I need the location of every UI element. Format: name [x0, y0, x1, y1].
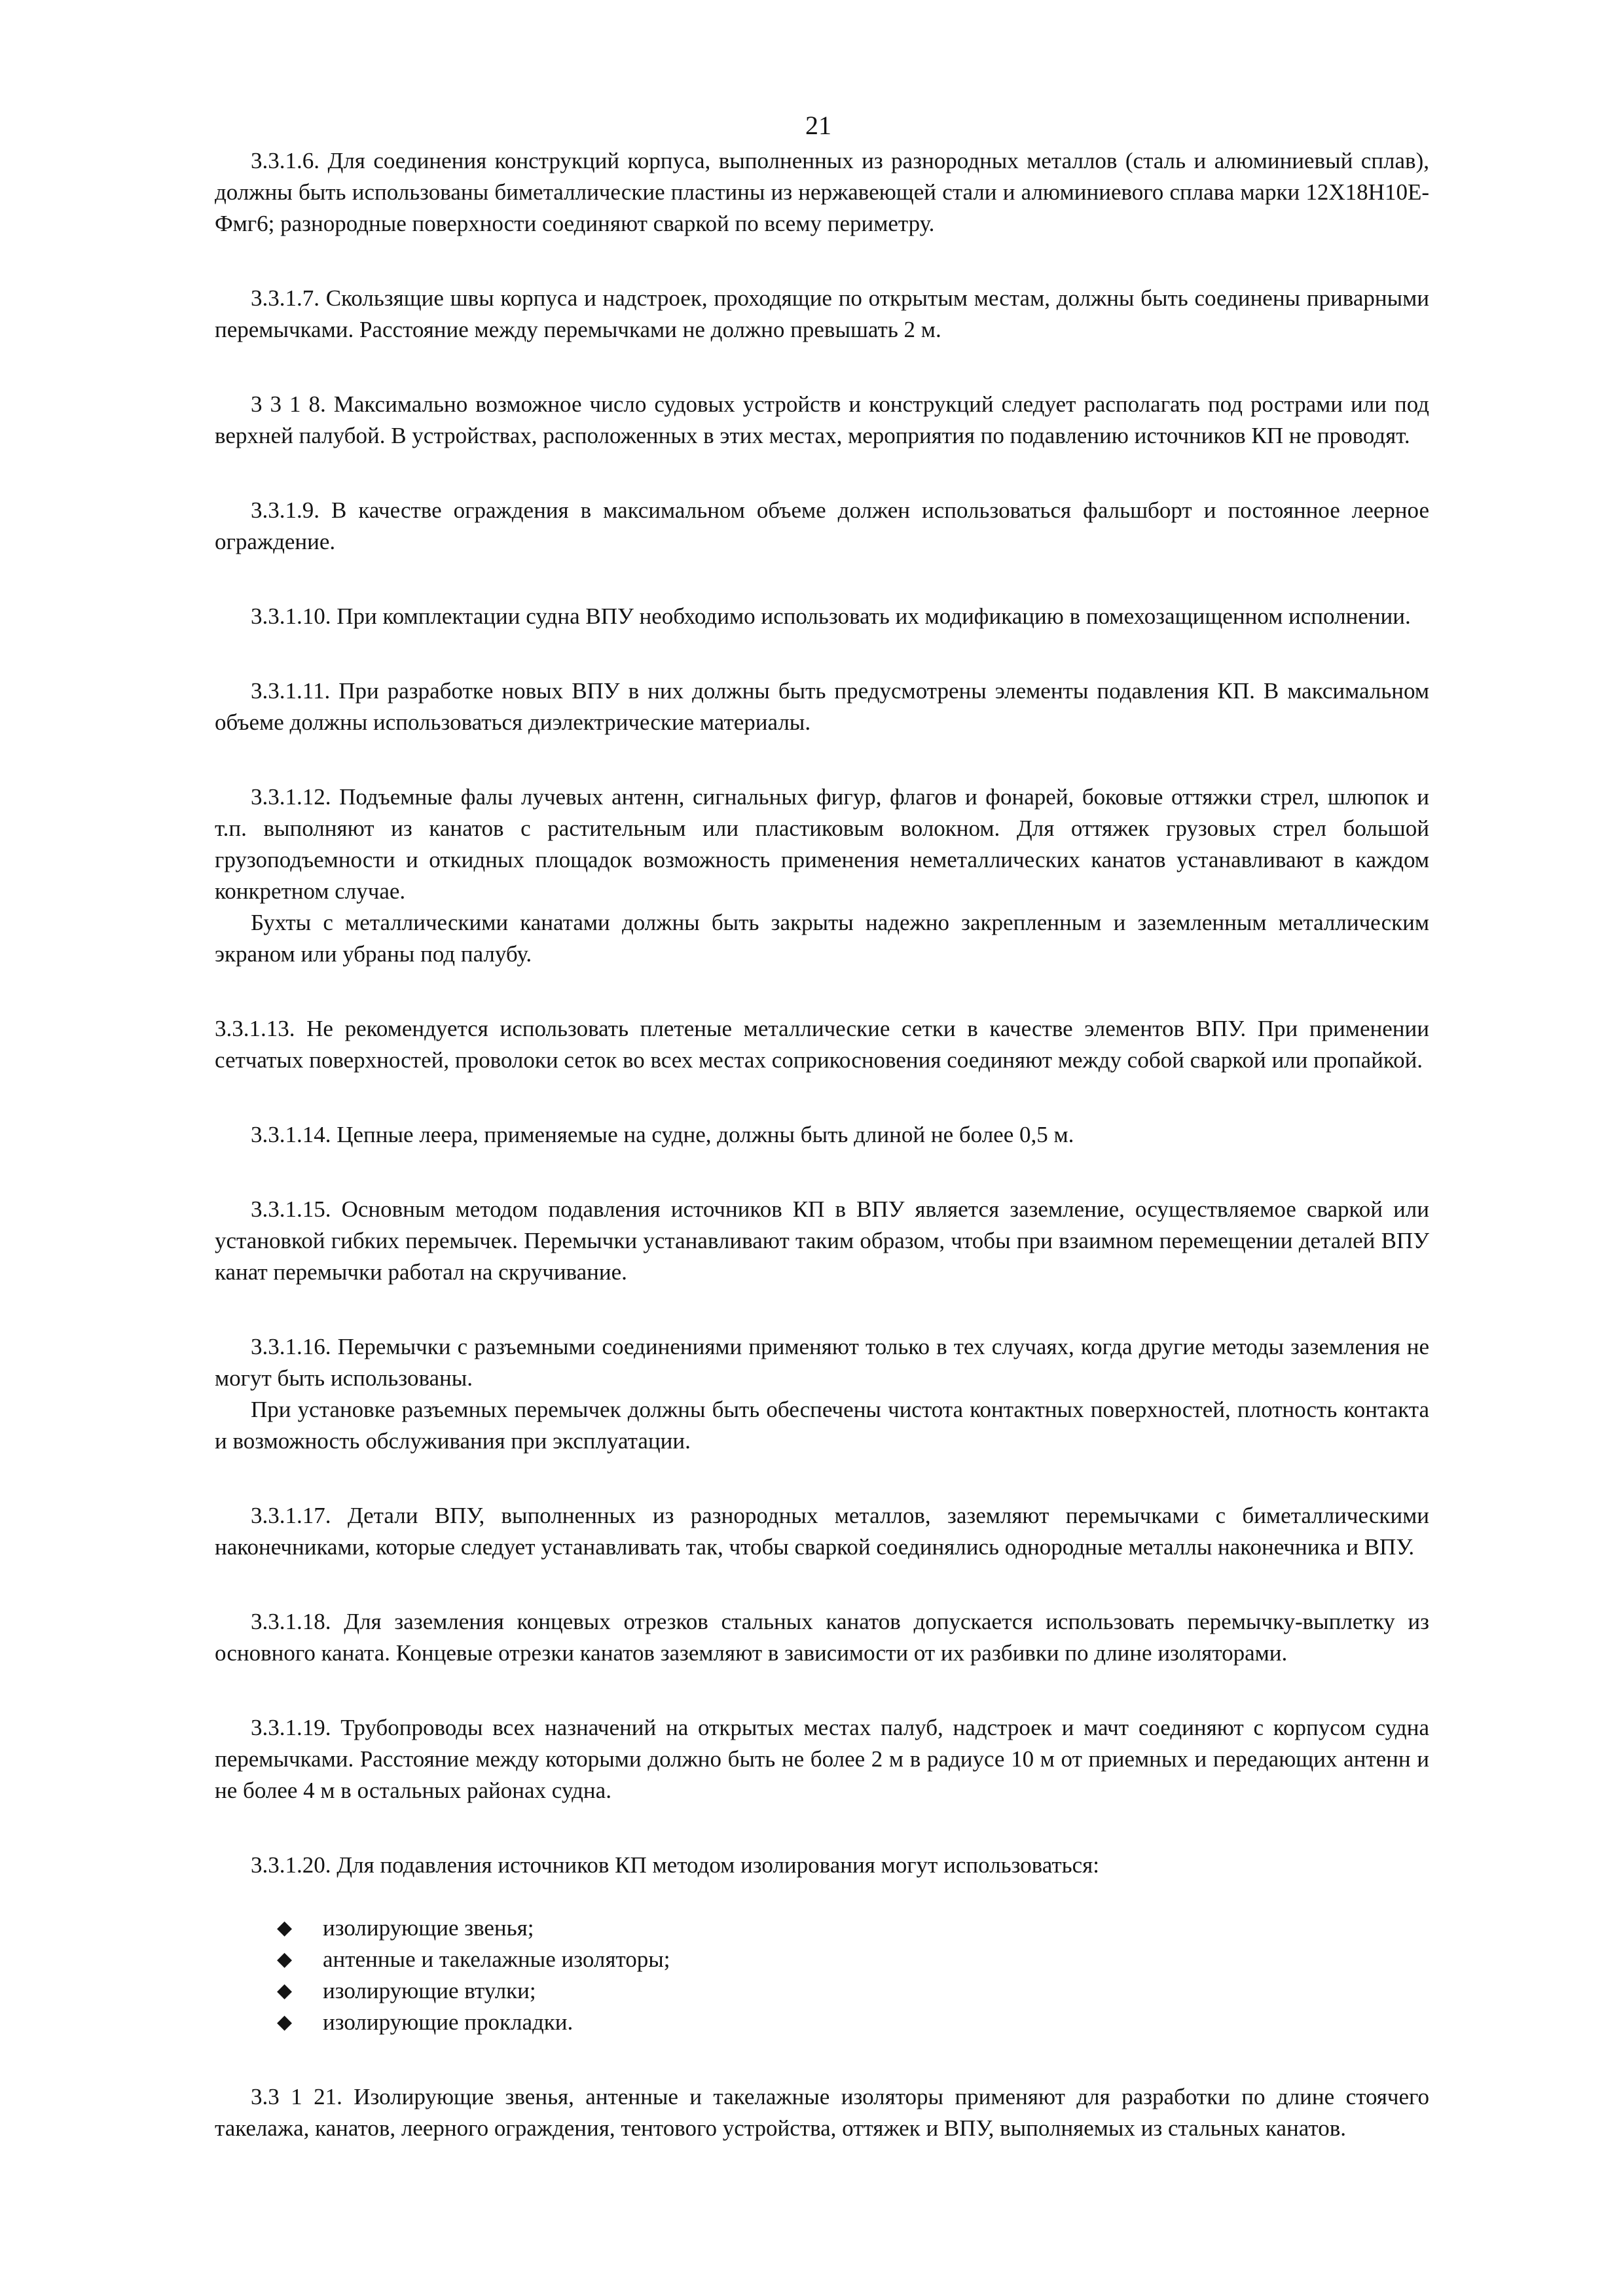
paragraph-3-3-1-14: 3.3.1.14. Цепные леера, применяемые на судне, должны быть длиной не более 0,5 м.: [251, 1122, 1074, 1147]
paragraph-3-3-1-20: 3.3.1.20. Для подавления источников КП методом изолирования могут использоваться:: [251, 1852, 1099, 1878]
insulation-methods-list: [215, 1912, 1429, 2038]
list-item: [277, 1912, 1429, 1944]
paragraph-3-3-1-6: 3.3.1.6. Для соединения конструкций корпуса, выполненных из разнородных металлов (сталь и алюминиевый сплав), должны быть использованы биметаллические пластины из нержавеющей стали и алюминиевого сплава марки 12Х18Н10Е-Фмг6; разнородные поверхности соединяют сваркой по всему периметру.: [215, 148, 1429, 236]
diamond-bullet-icon: ◆: [277, 1979, 293, 2002]
list-item-text: изолирующие втулки;: [323, 1978, 536, 2003]
paragraph-3-3-1-21: 3.3 1 21. Изолирующие звенья, антенные и такелажные изоляторы применяют для разработки по длине стоячего такелажа, канатов, леерного ограждения, тентового устройства, оттяжек и ВПУ, выполняемых из стальных канатов.: [215, 2084, 1429, 2141]
paragraph-3-3-1-9: 3.3.1.9. В качестве ограждения в максимальном объеме должен использоваться фальшборт и постоянное леерное ограждение.: [215, 497, 1429, 554]
diamond-bullet-icon: ◆: [277, 1916, 293, 1939]
list-item: [277, 2007, 1429, 2038]
list-item-text: изолирующие звенья;: [323, 1915, 534, 1941]
paragraph-3-3-1-15: 3.3.1.15. Основным методом подавления источников КП в ВПУ является заземление, осуществляемое сваркой или установкой гибких перемычек. Перемычки устанавливают таким образом, чтобы при взаимном перемещении деталей ВПУ канат перемычки работал на скручивание.: [215, 1196, 1429, 1285]
paragraph-3-3-1-17: 3.3.1.17. Детали ВПУ, выполненных из разнородных металлов, заземляют перемычками с биметаллическими наконечниками, которые следует устанавливать так, чтобы сваркой соединялись однородные металлы наконечника и ВПУ.: [215, 1503, 1429, 1560]
paragraph-3-3-1-16: 3.3.1.16. Перемычки с разъемными соединениями применяют только в тех случаях, когда другие методы заземления не могут быть использованы.: [215, 1334, 1429, 1391]
list-item: [277, 1975, 1429, 2007]
paragraph-3-3-1-12-continued: Бухты с металлическими канатами должны быть закрыты надежно закрепленным и заземленным металлическим экраном или убраны под палубу.: [215, 910, 1429, 967]
list-item-text: изолирующие прокладки.: [323, 2009, 574, 2035]
paragraph-3-3-1-7: 3.3.1.7. Скользящие швы корпуса и надстроек, проходящие по открытым местам, должны быть соединены приварными перемычками. Расстояние между перемычками не должно превышать 2 м.: [215, 285, 1429, 342]
page-number: 21: [805, 111, 831, 140]
list-item-text: антенные и такелажные изоляторы;: [323, 1946, 670, 1972]
paragraph-3-3-1-10: 3.3.1.10. При комплектации судна ВПУ необходимо использовать их модификацию в помехозащищенном исполнении.: [251, 603, 1411, 629]
paragraph-3-3-1-11: 3.3.1.11. При разработке новых ВПУ в них должны быть предусмотрены элементы подавления КП. В максимальном объеме должны использоваться диэлектрические материалы.: [215, 678, 1429, 735]
paragraph-3-3-1-8: 3 3 1 8. Максимально возможное число судовых устройств и конструкций следует располагать под рострами или под верхней палубой. В устройствах, расположенных в этих местах, мероприятия по подавлению источников КП не проводят.: [215, 391, 1429, 448]
paragraph-3-3-1-13: 3.3.1.13. Не рекомендуется использовать плетеные металлические сетки в качестве элементов ВПУ. При применении сетчатых поверхностей, проволоки сеток во всех местах соприкосновения соединяют между собой сваркой или пропайкой.: [215, 1016, 1429, 1073]
document-body: [215, 145, 1429, 2187]
diamond-bullet-icon: ◆: [277, 1948, 293, 1971]
list-item: [277, 1944, 1429, 1975]
paragraph-3-3-1-18: 3.3.1.18. Для заземления концевых отрезков стальных канатов допускается использовать перемычку-выплетку из основного каната. Концевые отрезки канатов заземляют в зависимости от их разбивки по длине изоляторами.: [215, 1609, 1429, 1666]
diamond-bullet-icon: ◆: [277, 2011, 293, 2034]
paragraph-3-3-1-12: 3.3.1.12. Подъемные фалы лучевых антенн, сигнальных фигур, флагов и фонарей, боковые оттяжки стрел, шлюпок и т.п. выполняют из канатов с растительным или пластиковым волокном. Для оттяжек грузовых стрел большой грузоподъемности и откидных площадок возможность применения неметаллических канатов устанавливают в каждом конкретном случае.: [215, 784, 1429, 904]
paragraph-3-3-1-16-continued: При установке разъемных перемычек должны быть обеспечены чистота контактных поверхностей, плотность контакта и возможность обслуживания при эксплуатации.: [215, 1397, 1429, 1454]
paragraph-3-3-1-19: 3.3.1.19. Трубопроводы всех назначений на открытых местах палуб, надстроек и мачт соединяют с корпусом судна перемычками. Расстояние между которыми должно быть не более 2 м в радиусе 10 м от приемных и передающих антенн и не более 4 м в остальных районах судна.: [215, 1715, 1429, 1803]
